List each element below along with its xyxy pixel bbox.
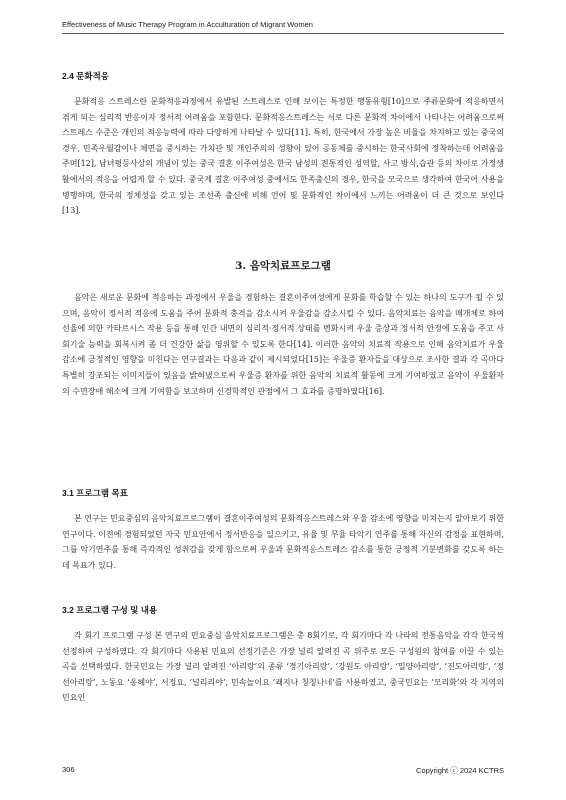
- running-title: Effectiveness of Music Therapy Program in Acculturation of Migrant Women: [62, 20, 313, 29]
- paragraph-program-composition: 각 회기 프로그램 구성 본 연구의 민요중심 음악치료프로그램은 총 8회기로, 각 회기마다 각 나라의 전통음악을 각각 한국씩 선정하여 구성하였다. 각 회기마다 사용된 민요의 선정기준은 가장 널리 알려진 곡 위주로 모든 구성원의 참여를 이끌 수 있는 곡을 선택하였다. 한국민요는 가장 널리 알려진 ‘아리랑’의 종류 ‘경기아리랑’, ‘강원도 아리랑’, ‘밀양아리랑’, ‘진도아리랑’, ‘정선아리랑’, 노동요 ‘옹헤야’, 서정요, ‘널리리야’, 민속놀이요 ‘쾌지나 칭칭나네’를 사용하였고, 중국민요는 ‘모리화’와 각 지역의 민요인: [62, 631, 504, 703]
- paragraph-music-therapy: 음악은 새로운 문화에 적응하는 과정에서 우울을 경험하는 결혼이주여성에게 문화를 학습할 수 있는 하나의 도구가 될 수 있으며, 음악이 정서적 적응에 도움을 주어 문화적 충격을 감소시켜 우울감을 감소시킬 수 있다. 음악치료는 음악을 매개체로 하여 선율에 의한 카타르시스 작용 등을 통해 인간 내면의 심리적·정서적 상태를 변화시켜 우울 증상과 정서적 안정에 도움을 주고 사회기술 능력을 회복시켜 좀 더 건강한 삶을 영위할 수 있도록 한다[14]. 이러한 음악의 치료적 작용으로 인해 음악치료가 우울 감소에 긍정적인 영향을 미친다는 연구결과는 다음과 같이 제시되었다[15]는 우울증 환자들을 대상으로 조사한 결과 각 곡마다 특별히 강조되는 이미지들이 있음을 밝혀냈으로써 우울증 환자를 위한 음악의 치료적 활동에 크게 기여하였고 음악이 우울환자의 수면장애 해소에 크게 기여함을 보고하며 신경학적인 관점에서 그 효과를 증명하였다[16].: [62, 293, 504, 396]
- header-rule: [62, 33, 504, 34]
- copyright-notice: Copyright ⓒ 2024 KCTRS: [416, 766, 504, 775]
- paragraph-acculturation: 문화적응 스트레스란 문화적응과정에서 유발된 스트레스로 인해 보이는 특정한 행동유형[10]으로 주류문화에 적응하면서 겪게 되는 심리적 반응이자 정서적 어려움을 포함한다. 문화적응스트레스는 서로 다른 문화적 차이에서 나타나는 어려움으로써 스트레스 수준은 개인의 적응능력에 따라 다양하게 나타날 수 있다[11]. 특히, 한국에서 가장 높은 비율을 차지하고 있는 중국의 경우, 민족우월감이나 체면을 중시하는 가치관 및 개인주의의 성향이 있어 공동체를 중시하는 한국사회에 정착하는데 어려움을 주며[12], 남녀평등사상의 개념이 있는 중국 결혼 이주여성은 한국 남성의 전통적인 성역할, 사고 방식,습관 등의 차이로 가정생활에서의 적응을 어렵게 할 수 있다. 중국계 결혼 이주여성 중에서도 한족출신의 경우, 한국을 모국으로 생각하여 한국어 사용을 병행하며, 한국의 정체성을 갖고 있는 조선족 출신에 비해 언어 및 문화적인 차이에서 느끼는 어려움이 더 큰 것으로 보인다[13].: [62, 97, 504, 216]
- page-number: 306: [62, 765, 75, 774]
- paragraph-program-goal: 본 연구는 민요중심의 음악치료프로그램이 결혼이주여성의 문화적응스트레스와 우울 감소에 영향을 미치는지 알아보기 위한 연구이다. 이전에 경험되었던 자국 민요안에서 정서반응을 일으키고, 유율 및 무율 타악기 연주를 통해 자신의 감정을 표현하며, 그룹 악기연주를 통해 즉각적인 성취감을 갖게 함으로써 우울과 문화적응스트레스 감소를 통한 긍정적 기분변화를 갖도록 하는데 목표가 있다.: [62, 514, 504, 570]
- section-heading-3-1: 3.1 프로그램 목표: [62, 488, 128, 498]
- section-heading-3-2: 3.2 프로그램 구성 및 내용: [62, 605, 158, 615]
- chapter-heading-3: 3. 음악치료프로그램: [235, 260, 331, 272]
- section-heading-2-4: 2.4 문화적응: [62, 71, 110, 81]
